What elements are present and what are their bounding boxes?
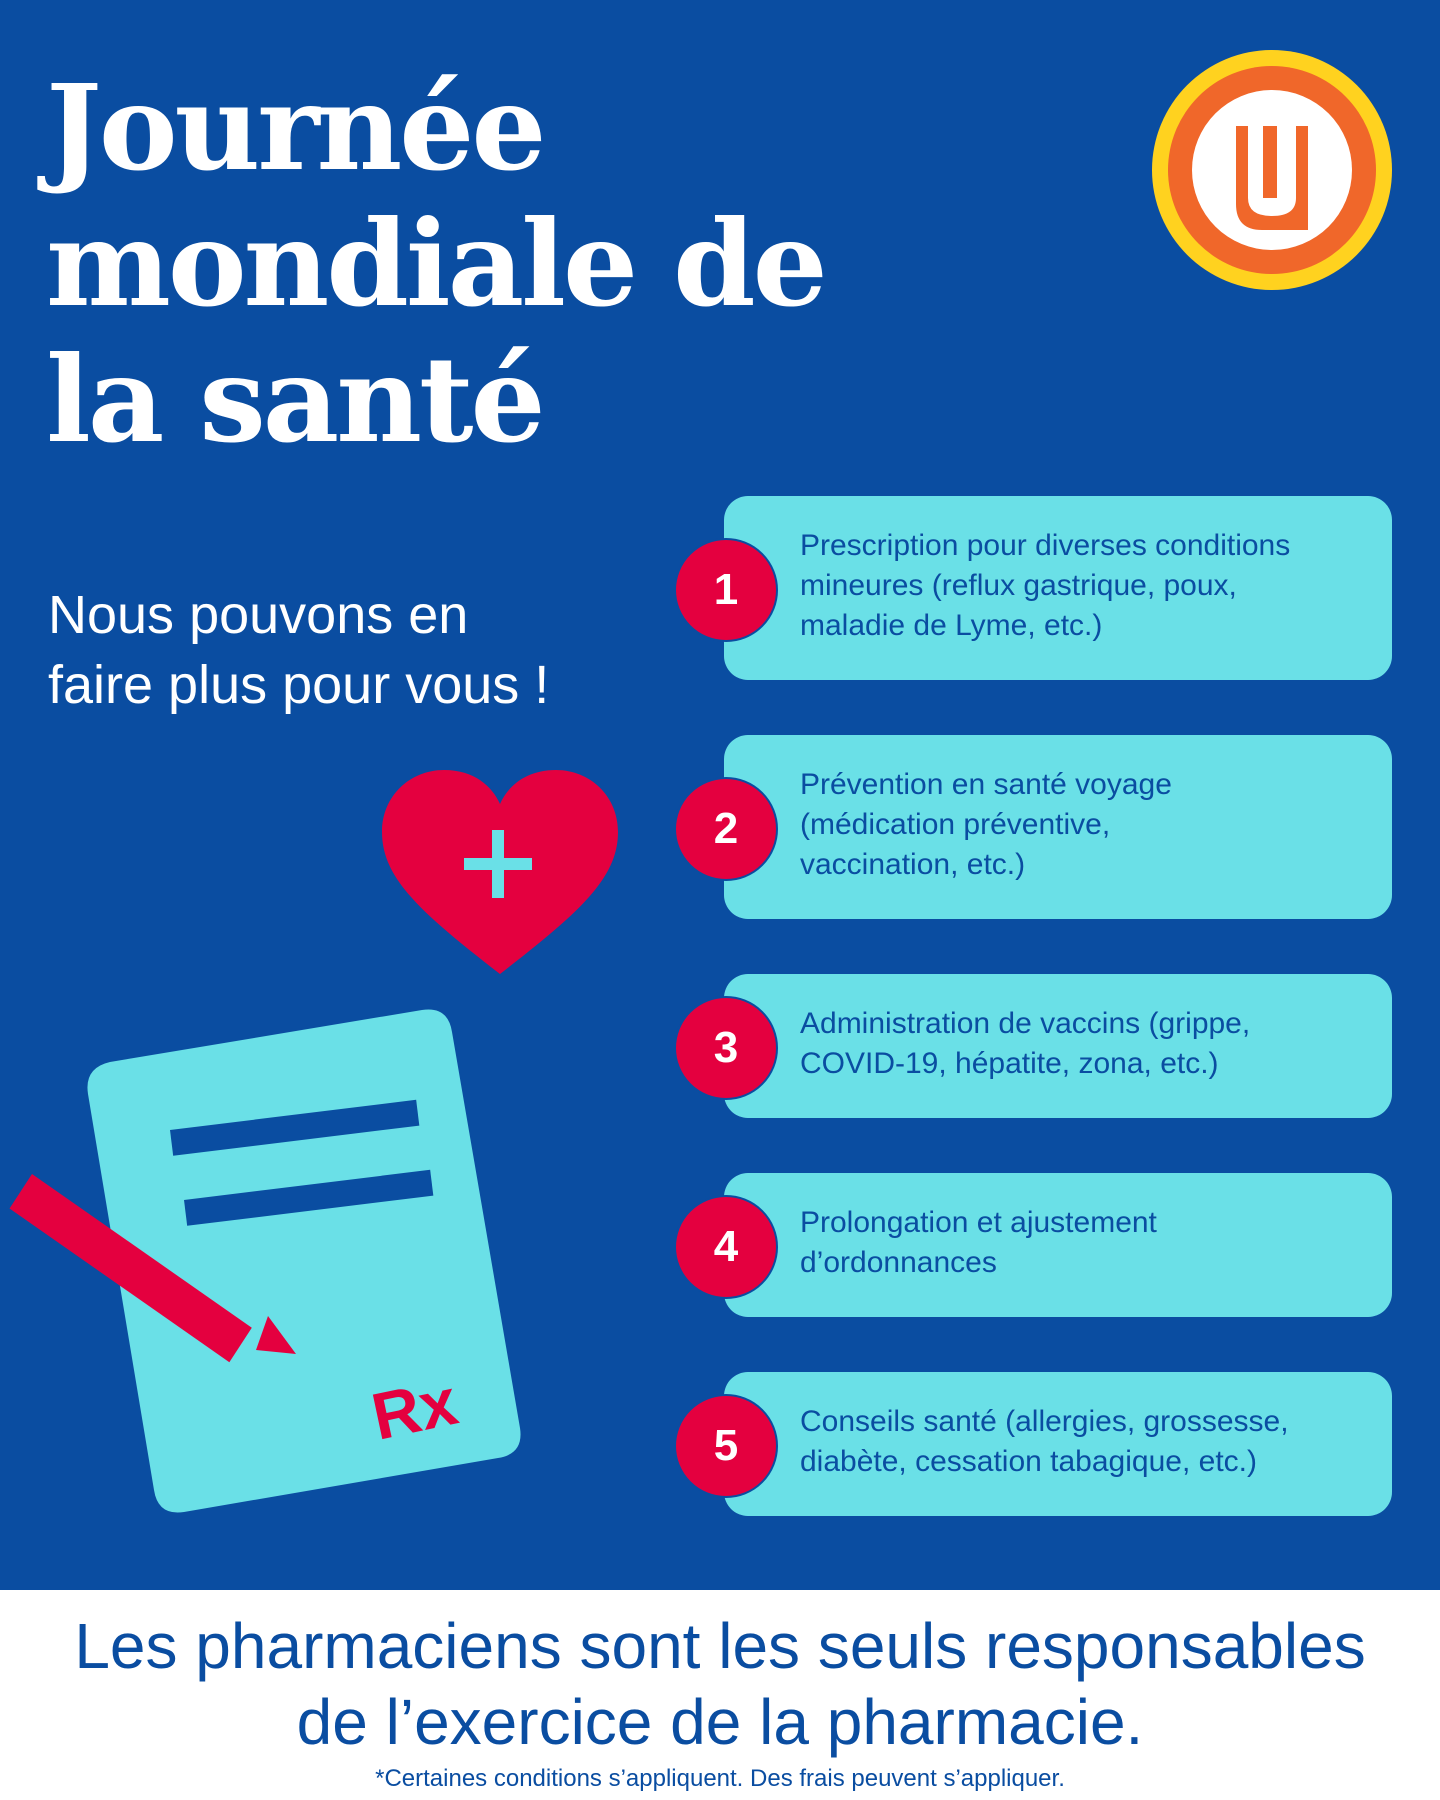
service-number-badge: 5: [674, 1394, 778, 1498]
service-description: [800, 1402, 1372, 1482]
service-description: [800, 1004, 1372, 1084]
service-number-badge: 4: [674, 1195, 778, 1299]
page-title: [46, 60, 946, 468]
subtitle: [48, 580, 608, 720]
service-line: Prévention en santé voyage: [800, 768, 1172, 801]
service-line: diabète, cessation tabagique, etc.): [800, 1445, 1257, 1478]
service-line: Prolongation et ajustement: [800, 1206, 1157, 1239]
service-number-badge: 3: [674, 996, 778, 1100]
logo-u-stem: [1263, 126, 1277, 198]
service-line: mineures (reflux gastrique, poux,: [800, 569, 1237, 602]
service-card-5: [713, 1372, 1392, 1516]
service-line: vaccination, etc.): [800, 848, 1026, 881]
rx-symbol: Rx: [365, 1363, 464, 1454]
service-line: COVID-19, hépatite, zona, etc.): [800, 1047, 1219, 1080]
service-line: Prescription pour diverses conditions: [800, 529, 1291, 562]
service-number-badge: 2: [674, 777, 778, 881]
service-description: [800, 1203, 1372, 1283]
footer-disclaimer: [0, 1590, 1440, 1760]
service-description: [800, 526, 1372, 646]
service-line: (médication préventive,: [800, 808, 1111, 841]
service-description: [800, 765, 1372, 885]
footer-note: *Certaines conditions s’appliquent. Des frais peuvent s’appliquer.: [375, 1765, 1065, 1792]
footer-line: Les pharmaciens sont les seuls responsables: [74, 1610, 1366, 1682]
brand-logo: [1150, 48, 1394, 292]
title-line: mondiale de: [46, 194, 825, 333]
title-line: Journée: [46, 58, 544, 197]
service-line: Conseils santé (allergies, grossesse,: [800, 1405, 1289, 1438]
title-line: la santé: [46, 330, 543, 469]
service-line: Administration de vaccins (grippe,: [800, 1007, 1251, 1040]
service-card-3: [713, 974, 1392, 1118]
illustration: [0, 760, 700, 1540]
service-card-4: [713, 1173, 1392, 1317]
footer-line: de l’exercice de la pharmacie.: [296, 1686, 1144, 1758]
subtitle-line: Nous pouvons en: [48, 585, 469, 645]
service-line: d’ordonnances: [800, 1246, 997, 1279]
heart-plus-icon: [382, 770, 618, 974]
service-card-2: [713, 735, 1392, 919]
service-number-badge: 1: [674, 538, 778, 642]
service-card-1: [713, 496, 1392, 680]
subtitle-line: faire plus pour vous !: [48, 655, 550, 715]
service-line: maladie de Lyme, etc.): [800, 609, 1103, 642]
footer: [0, 1590, 1440, 1800]
